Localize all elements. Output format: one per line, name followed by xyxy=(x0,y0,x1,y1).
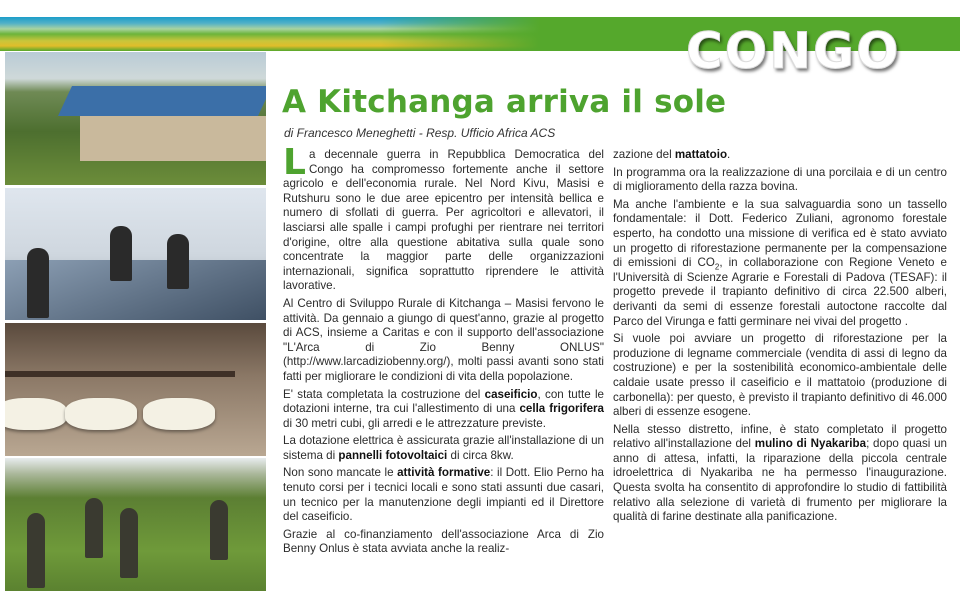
photo-building-solar-roof xyxy=(5,52,266,185)
paragraph xyxy=(613,166,947,195)
text-segment: Grazie al co-finanziamento dell'associazione Arca di Zio Benny Onlus è stata avviata anche la realiz- xyxy=(283,527,604,556)
text-segment: In programma ora la realizzazione di una porcilaia e di un centro di miglioramento della razza bovina. xyxy=(613,165,947,194)
text-segment: ; dopo quasi un anno di attesa, infatti, la riparazione della piccola centrale idroelettrica di Nyakariba ne ha permesso l'inaugurazione. Questa svolta ha consentito di approfondire lo studio di fattibilità relativo alla selezione di varietà di frumento per migliorare la qualità di farine destinate alla panificazione. xyxy=(613,437,947,524)
photo-cheese-wheels xyxy=(5,323,266,456)
paragraph xyxy=(283,528,604,557)
paragraph xyxy=(283,434,604,463)
article-byline: di Francesco Meneghetti - Resp. Ufficio Africa ACS xyxy=(284,126,556,140)
text-segment: 2 xyxy=(714,262,720,272)
paragraph xyxy=(283,142,604,294)
text-segment: , con tutte le dotazioni interne, tra cui l'allestimento di una xyxy=(283,387,604,416)
drop-cap: L xyxy=(283,142,306,183)
text-segment: di circa 8kw. xyxy=(447,448,514,462)
paragraph xyxy=(283,388,604,432)
text-segment: E' stata completata la costruzione del xyxy=(283,387,485,401)
banner-fade xyxy=(380,17,540,51)
paragraph xyxy=(283,297,604,385)
text-segment: : il Dott. Elio Perno ha tenuto corsi per i tecnici locali e sono stati assunti due casari, un tecnico per la manutenzione degli impianti ed il Direttore del caseificio. xyxy=(283,466,604,524)
text-segment: La dotazione elettrica è assicurata grazie all'installazione di un sistema di xyxy=(283,434,604,462)
paragraph xyxy=(613,332,947,420)
article-column-2 xyxy=(613,148,947,528)
text-segment: Si vuole poi avviare un progetto di riforestazione per la produzione di legname commerciale (vendita di assi di legno da costruzione) e per la sostenibilità economico-ambientale delle caldaie usate presso il caseificio e il mattatoio (produzione di carbonella): per questo, è previsto il trapianto definitivo di 46.000 alberi di essenze esogene. xyxy=(613,332,947,419)
section-title: CONGO xyxy=(686,22,901,80)
text-segment: Al Centro di Sviluppo Rurale di Kitchanga – Masisi fervono le attività. Da gennaio a giungo di quest'anno, grazie al progetto di ACS, insieme a Caritas e con il supporto dell'associazione "L'Arca di Zio Benny ONLUS" (http://www.larcadiziobenny.org/), molti passi avanti sono stati fatti per migliorare le condizioni di vita della popolazione. xyxy=(283,296,604,383)
text-segment: Ma anche l'ambiente e la sua salvaguardia sono un tassello fondamentale: il Dott. Federico Zuliani, agronomo forestale esperto, ha condotto una missione di verifica ed è stato avviato un progetto di riforestazione permanente per la compensazione di emissioni di CO xyxy=(613,197,947,270)
article-column-1 xyxy=(283,142,604,560)
bold-text: mulino di Nyakariba xyxy=(754,437,867,451)
text-segment: . xyxy=(727,148,731,161)
paragraph xyxy=(613,198,947,329)
bold-text: pannelli fotovoltaici xyxy=(338,448,448,462)
bold-text: caseificio xyxy=(484,387,538,401)
paragraph xyxy=(613,148,947,163)
text-segment: , in collaborazione con Regione Veneto e l'Università di Scienze Agrarie e Forestali di Padova (TESAF): il progetto prevede il trapianto definitivo di circa 22.500 alberi, derivanti da semi di essenze forestali autoctone raccolte dal Parco del Virunga e fatti germinare nei vivai del progetto . xyxy=(613,256,947,328)
paragraph xyxy=(283,466,604,524)
bold-text: cella frigorifera xyxy=(519,402,604,416)
bold-text: mattatoio xyxy=(674,148,728,161)
text-segment: a decennale guerra in Repubblica Democratica del Congo ha compromesso fortemente anche il settore agricolo e dell'economia rurale. Nel Nord Kivu, Masisi e Rutshuru sono le due aree epicentro per intensità bellica e numero di sfollati di guerra. Per agricoltori e allevatori, il lasciarsi alle spalle i campi profughi per rientrare nei territori d'origine, oltre alla questione abitativa sulla quale sono concentrate la maggior parte delle organizzazioni internazionali, significa soprattutto riprendere le attività lavorative. xyxy=(283,148,604,293)
paragraph xyxy=(613,423,947,525)
text-segment: zazione del xyxy=(613,148,675,161)
bold-text: attività formative xyxy=(397,466,491,480)
text-segment: di 30 metri cubi, gli arredi e le attrezzature previste. xyxy=(283,416,546,430)
text-segment: Nella stesso distretto, infine, è stato completato il progetto relativo all'installazione del xyxy=(613,422,947,451)
text-segment: Non sono mancate le xyxy=(283,466,398,480)
photo-workers-installing-panels xyxy=(5,188,266,320)
photo-field-workers xyxy=(5,458,266,591)
article-title: A Kitchanga arriva il sole xyxy=(282,84,727,120)
